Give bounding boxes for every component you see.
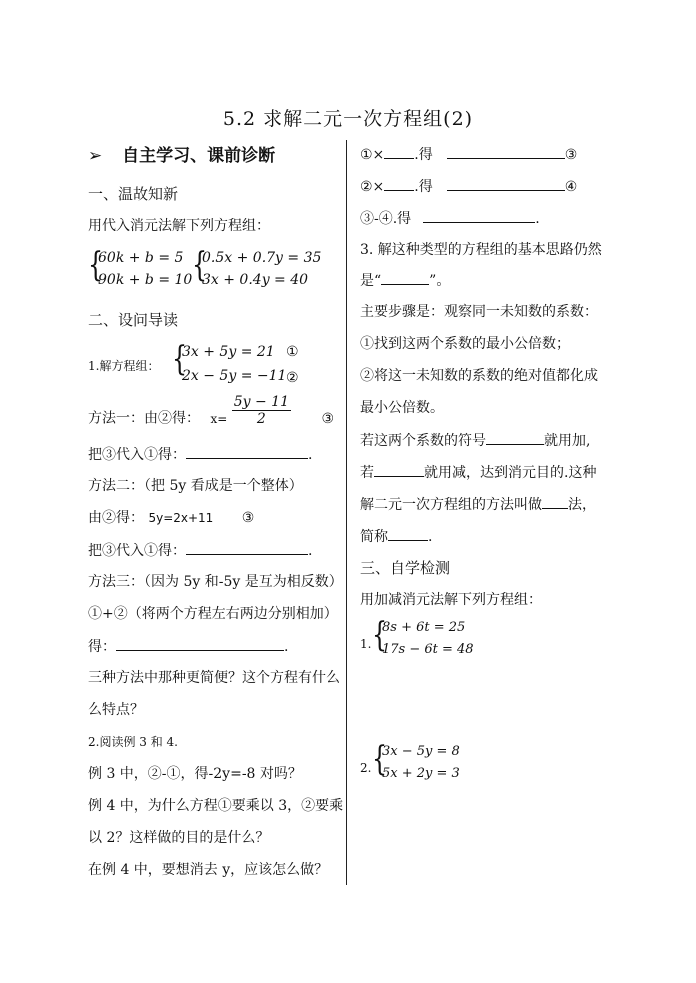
answer-blank[interactable]	[447, 146, 565, 159]
method-name: 解二元一次方程组的方法叫做 法，	[360, 497, 596, 513]
equation-system-b: { 0.5x + 0.7y = 35 3x + 0.4y = 40	[192, 245, 322, 288]
question-3: 3. 解这种类型的方程组的基本思路仍然	[360, 242, 602, 258]
main-steps: 主要步骤是：观察同一未知数的系数：	[360, 304, 598, 320]
method-2-step: 由②得： 5y=2x+11 ③	[88, 510, 255, 526]
method-3: 方法三：（因为 5y 和-5y 是互为相反数）	[88, 574, 343, 590]
section-review: 一、温故知新	[88, 185, 179, 203]
question-2: 2.阅读例 3 和 4.	[88, 735, 178, 749]
section-self-test: 三、自学检测	[360, 559, 451, 577]
step-subtract: ③-④.得 .	[360, 211, 540, 227]
question-1-label: 1.解方程组：	[88, 359, 160, 373]
answer-blank[interactable]	[384, 178, 414, 191]
example-4-eliminate-y: 在例 4 中，要想消去 y，应该怎么做？	[88, 862, 329, 878]
instruction-elimination: 用加减消元法解下列方程组：	[360, 592, 542, 608]
answer-blank[interactable]	[384, 146, 414, 159]
example-3-question: 例 3 中，②-①，得-2y=-8 对吗？	[88, 766, 302, 782]
method-short-name: 简称 .	[360, 529, 433, 545]
step-multiply-2: ②× .得 ④	[360, 179, 578, 195]
problem-1-system: { 8s + 6t = 25 17s − 6t = 48	[372, 615, 474, 657]
example-4-question: 例 4 中，为什么方程①要乘以 3，②要乘	[88, 798, 344, 814]
method-3-step: ①+②（将两个方程左右两边分别相加）	[88, 606, 338, 622]
step-multiply-1: ①× .得 ③	[360, 147, 578, 163]
column-divider	[346, 140, 347, 885]
answer-blank[interactable]	[388, 528, 428, 541]
sign-rule-2: 若 就用减，达到消元目的.这种	[360, 465, 597, 481]
problem-1-label: 1.	[360, 637, 372, 651]
answer-blank[interactable]	[486, 432, 544, 445]
question-3-cont: 是“ ”。	[360, 273, 451, 289]
section-guided-questions: 二、设问导读	[88, 311, 179, 329]
answer-blank[interactable]	[116, 638, 284, 651]
step-1: ①找到这两个系数的最小公倍数；	[360, 336, 570, 352]
answer-blank[interactable]	[186, 446, 308, 459]
step-2: ②将这一未知数的系数的绝对值都化成	[360, 368, 598, 384]
method-2: 方法二：（把 5y 看成是一个整体）	[88, 478, 303, 494]
section-heading: ➢ 自主学习、课前诊断	[88, 146, 276, 166]
answer-blank[interactable]	[381, 272, 429, 285]
circle-mark-1: ①	[286, 344, 299, 360]
instruction-substitution: 用代入消元法解下列方程组：	[88, 218, 270, 234]
sign-rule-1: 若这两个系数的符号 就用加,	[360, 433, 591, 449]
question-simplest-cont: 么特点？	[88, 702, 144, 718]
question-simplest: 三种方法中那种更简便？这个方程有什么	[88, 670, 340, 686]
substitute-line-2: 把③代入①得： .	[88, 543, 313, 559]
problem-2-label: 2.	[360, 761, 372, 775]
circle-mark-2: ②	[286, 370, 299, 386]
arrow-icon: ➢	[88, 146, 103, 166]
answer-blank[interactable]	[447, 178, 565, 191]
method-1: 方法一：由②得： x= $\frac{5y - 11}{2}$ ③	[88, 394, 335, 427]
answer-blank[interactable]	[374, 464, 424, 477]
problem-2-system: { 3x − 5y = 8 5x + 2y = 3	[372, 739, 460, 781]
method-3-result: 得： .	[88, 639, 289, 655]
question-1-system: { 3x + 5y = 21 2x − 5y = −11	[172, 339, 287, 384]
page-title: 5.2 求解二元一次方程组(2)	[222, 108, 474, 130]
substitute-line-1: 把③代入①得： .	[88, 447, 313, 463]
answer-blank[interactable]	[542, 496, 568, 509]
answer-blank[interactable]	[423, 210, 535, 223]
answer-blank[interactable]	[186, 542, 308, 555]
example-4-question-cont: 以 2？这样做的目的是什么？	[88, 830, 270, 846]
fraction: $\frac{5y - 11}{2}$	[233, 394, 289, 427]
equation-system-a: { 60k + b = 5 90k + b = 10	[88, 245, 193, 288]
step-2-cont: 最小公倍数。	[360, 400, 444, 416]
